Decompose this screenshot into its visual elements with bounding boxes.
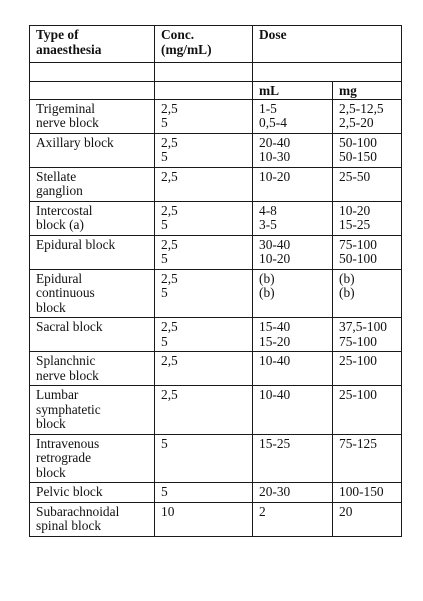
cell-mg: 25-100 — [333, 352, 402, 386]
spacer-row — [30, 63, 402, 82]
cell-mg: 10-20 15-25 — [333, 201, 402, 235]
cell-mg: 100-150 — [333, 483, 402, 503]
cell-ml: 4-8 3-5 — [253, 201, 333, 235]
cell-type: Splanchnic nerve block — [30, 352, 155, 386]
header-type: Type of anaesthesia — [30, 26, 155, 63]
cell-conc: 2,5 5 — [155, 99, 253, 133]
cell-type: Lumbar symphatetic block — [30, 386, 155, 435]
cell-conc: 5 — [155, 483, 253, 503]
table-row — [30, 133, 402, 167]
cell-ml: 1-5 0,5-4 — [253, 99, 333, 133]
table-row — [30, 99, 402, 133]
table-row — [30, 318, 402, 352]
cell-ml: 20-40 10-30 — [253, 133, 333, 167]
cell-mg: 75-125 — [333, 434, 402, 483]
cell-type: Intercostal block (a) — [30, 201, 155, 235]
subheader-mg: mg — [333, 82, 402, 100]
cell-ml: 2 — [253, 502, 333, 536]
subheader-row — [30, 82, 402, 100]
cell-mg: 50-100 50-150 — [333, 133, 402, 167]
table-row — [30, 269, 402, 318]
cell-mg: 25-100 — [333, 386, 402, 435]
blank-cell — [155, 63, 253, 82]
cell-ml: 10-40 — [253, 386, 333, 435]
cell-conc: 10 — [155, 502, 253, 536]
cell-type: Trigeminal nerve block — [30, 99, 155, 133]
cell-ml: 30-40 10-20 — [253, 235, 333, 269]
table-row — [30, 502, 402, 536]
cell-conc: 2,5 5 — [155, 201, 253, 235]
blank-cell — [30, 63, 155, 82]
cell-type: Axillary block — [30, 133, 155, 167]
cell-type: Stellate ganglion — [30, 167, 155, 201]
header-dose: Dose — [253, 26, 402, 63]
cell-mg: 2,5-12,5 2,5-20 — [333, 99, 402, 133]
cell-type: Epidural block — [30, 235, 155, 269]
table-row — [30, 483, 402, 503]
cell-ml: 15-40 15-20 — [253, 318, 333, 352]
table-row — [30, 386, 402, 435]
table-row — [30, 352, 402, 386]
table-row — [30, 434, 402, 483]
cell-conc: 2,5 — [155, 167, 253, 201]
cell-mg: 37,5-100 75-100 — [333, 318, 402, 352]
header-row — [30, 26, 402, 63]
blank-cell — [155, 82, 253, 100]
header-conc: Conc. (mg/mL) — [155, 26, 253, 63]
cell-mg: (b) (b) — [333, 269, 402, 318]
cell-mg: 75-100 50-100 — [333, 235, 402, 269]
table-row — [30, 201, 402, 235]
cell-mg: 20 — [333, 502, 402, 536]
cell-conc: 2,5 5 — [155, 235, 253, 269]
table-row — [30, 235, 402, 269]
table-row — [30, 167, 402, 201]
cell-conc: 2,5 5 — [155, 133, 253, 167]
cell-type: Subarachnoidal spinal block — [30, 502, 155, 536]
cell-conc: 2,5 — [155, 352, 253, 386]
cell-conc: 2,5 5 — [155, 269, 253, 318]
cell-ml: 10-20 — [253, 167, 333, 201]
subheader-ml: mL — [253, 82, 333, 100]
blank-cell — [253, 63, 402, 82]
cell-type: Epidural continuous block — [30, 269, 155, 318]
cell-ml: 15-25 — [253, 434, 333, 483]
cell-ml: (b) (b) — [253, 269, 333, 318]
cell-type: Intravenous retrograde block — [30, 434, 155, 483]
cell-mg: 25-50 — [333, 167, 402, 201]
cell-type: Pelvic block — [30, 483, 155, 503]
cell-conc: 5 — [155, 434, 253, 483]
cell-conc: 2,5 5 — [155, 318, 253, 352]
blank-cell — [30, 82, 155, 100]
cell-conc: 2,5 — [155, 386, 253, 435]
cell-ml: 10-40 — [253, 352, 333, 386]
dosage-table — [29, 25, 402, 537]
cell-ml: 20-30 — [253, 483, 333, 503]
cell-type: Sacral block — [30, 318, 155, 352]
